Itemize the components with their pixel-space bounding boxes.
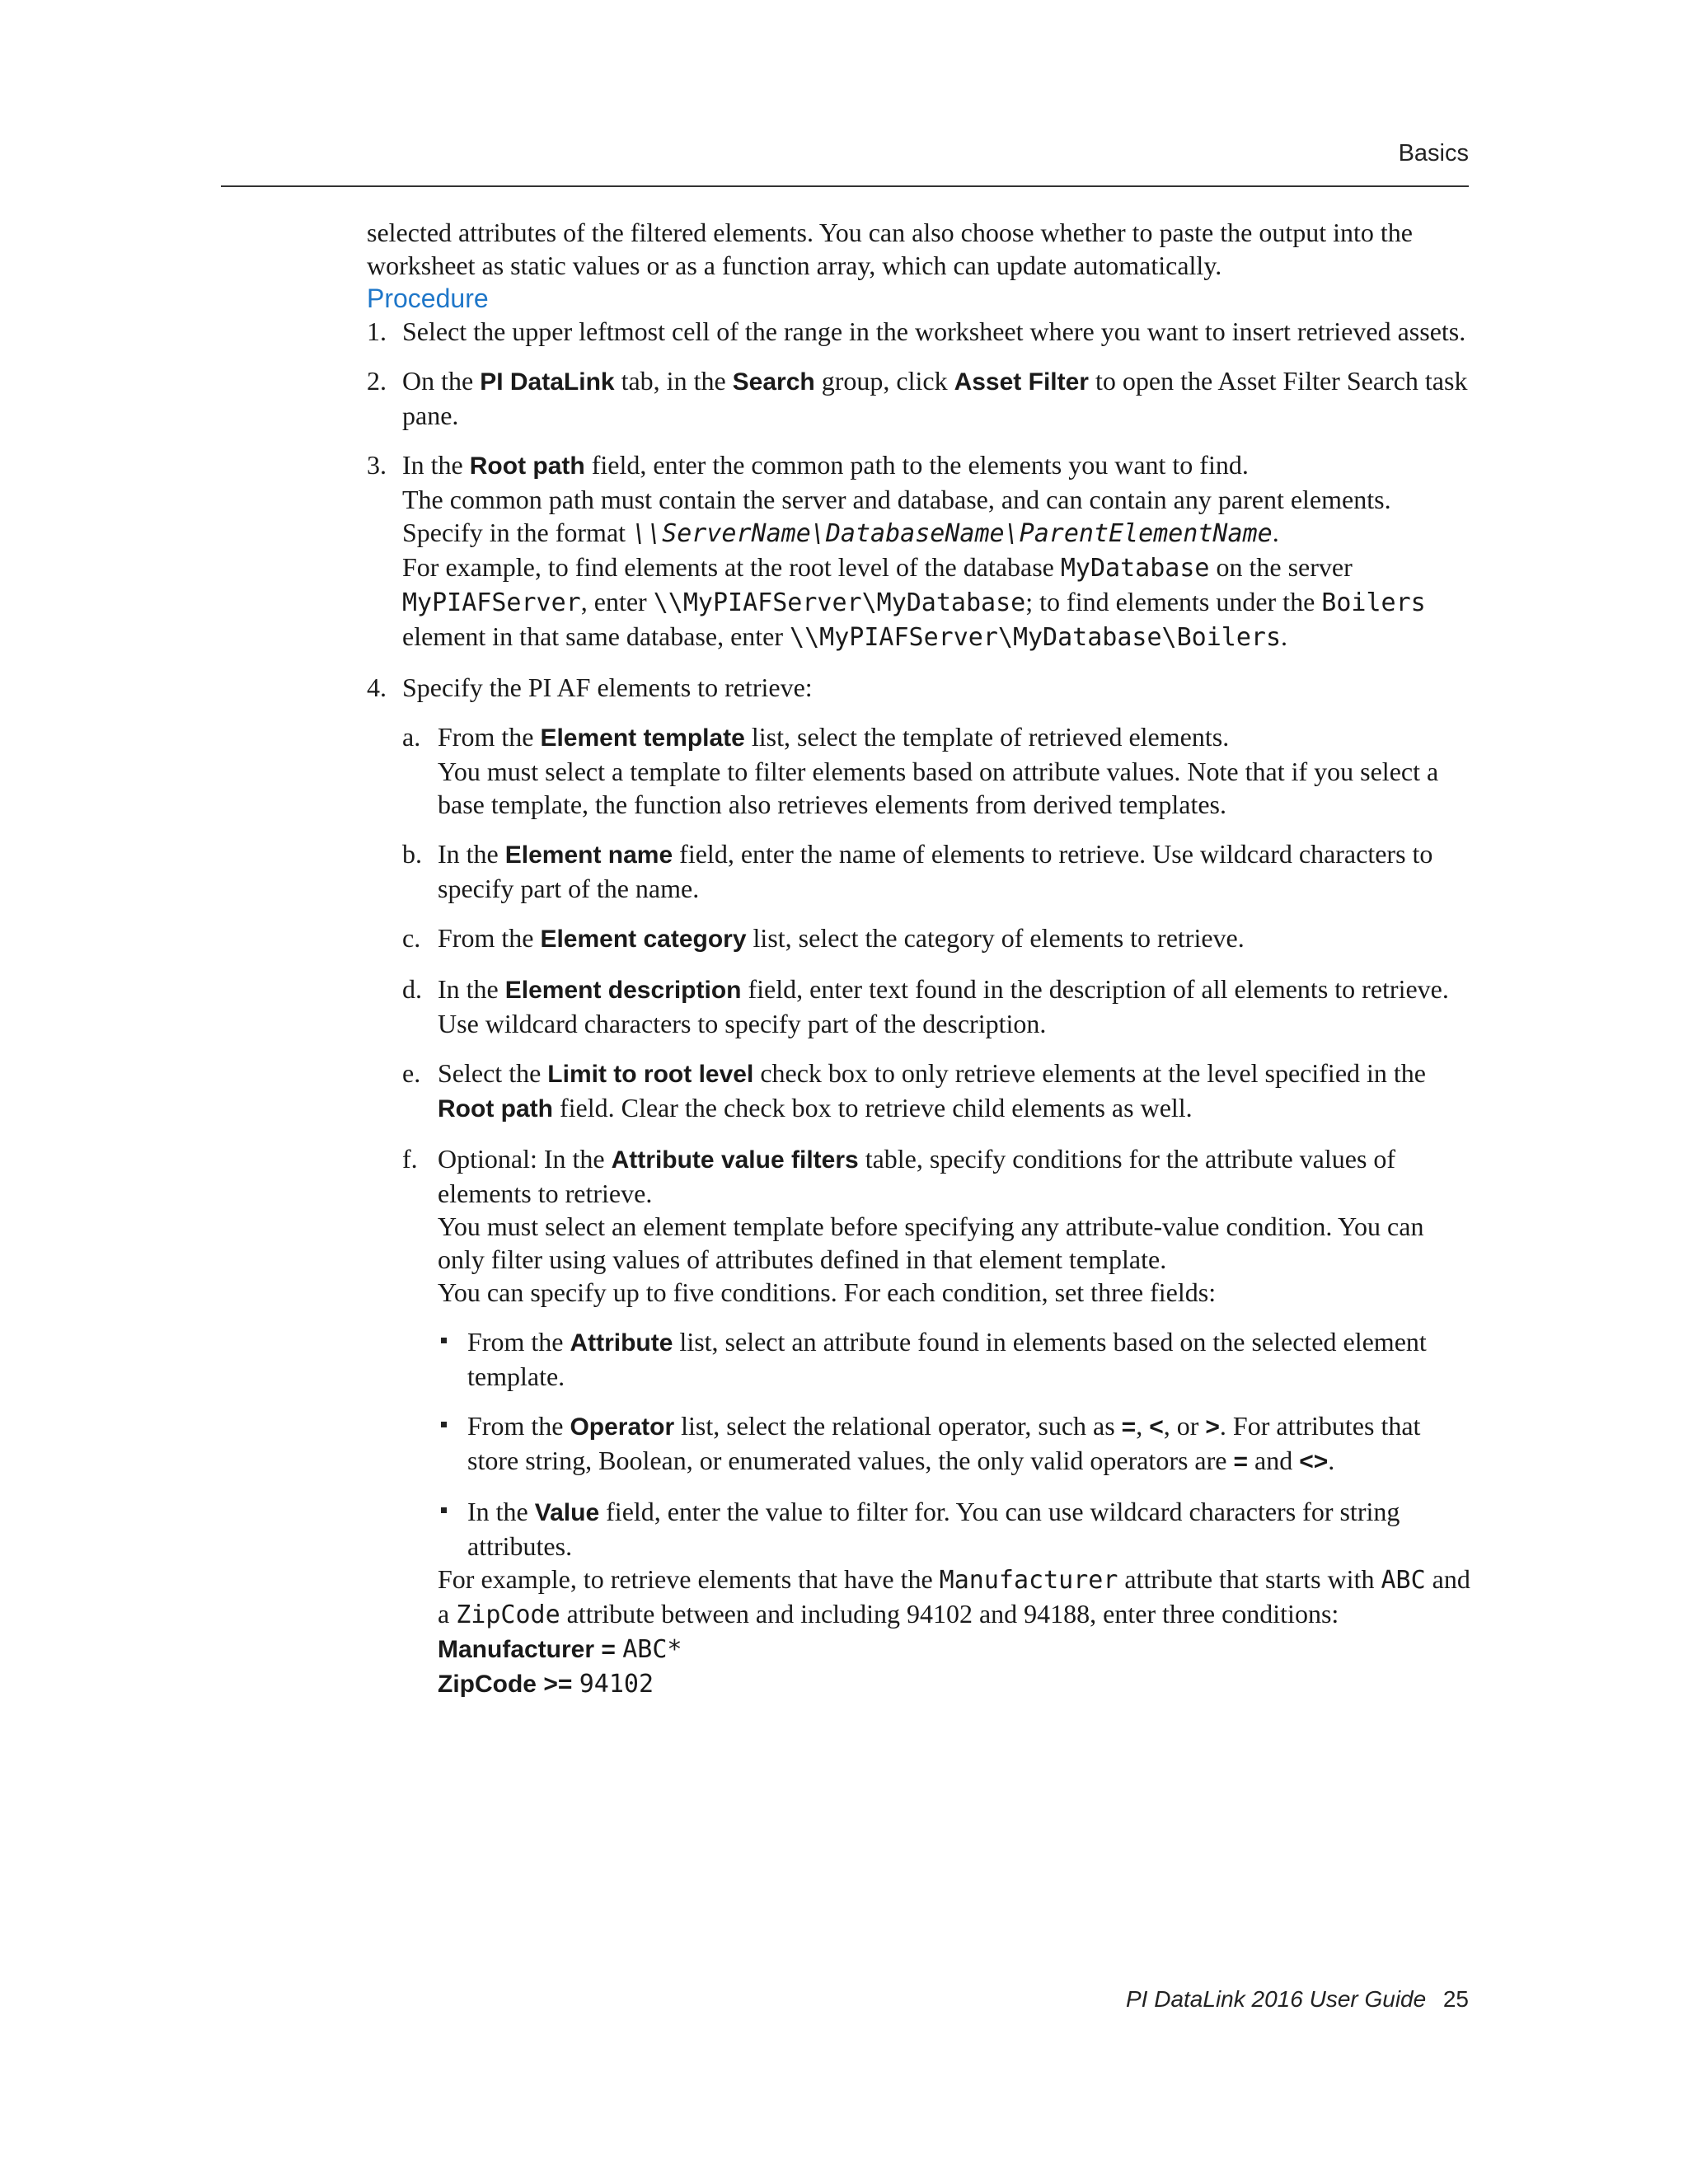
bullet-square-icon [441, 1507, 447, 1513]
condition-value: ABC* [622, 1635, 682, 1664]
condition-attribute: ZipCode [438, 1671, 537, 1698]
bullet-item [438, 1325, 1471, 1393]
substep-letter: f. [402, 1144, 418, 1174]
bullet-square-icon [441, 1422, 447, 1427]
ui-term: Attribute value filters [611, 1146, 859, 1174]
step-number: 2. [367, 366, 387, 396]
step-3 [367, 448, 1471, 654]
condition-operator: = [594, 1636, 623, 1663]
substep-text: Optional: In the Attribute value filters table, specify conditions for the attribute values of elements to retrieve. [438, 1144, 1396, 1208]
ui-term: Element name [504, 841, 673, 869]
footer-doc-title: PI DataLink 2016 User Guide [1126, 1986, 1427, 2012]
code-term: \\MyPIAFServer\MyDatabase\Boilers [790, 623, 1282, 652]
operator: > [1205, 1413, 1220, 1441]
bullet-text: From the Operator list, select the relational operator, such as =, <, or >. For attributes that store string, Boolean, or enumerated values, the only valid operators are = and <>. [467, 1411, 1421, 1475]
substep-letter: c. [402, 923, 421, 953]
substep-e [402, 1057, 1471, 1126]
ui-term: PI DataLink [480, 368, 615, 396]
condition-2 [438, 1666, 1471, 1701]
substep-text: From the Element category list, select the category of elements to retrieve. [438, 923, 1245, 953]
code-term: MyDatabase [1060, 554, 1210, 583]
substep-letter: a. [402, 722, 421, 752]
example-paragraph: For example, to retrieve elements that have the Manufacturer attribute that starts with ABC and a ZipCode attribute between and including 94102 and 94188, enter three conditions: [438, 1564, 1470, 1629]
code-path: \\ServerName\DatabaseName\ParentElementName [632, 519, 1273, 548]
step-text: Select the upper leftmost cell of the range in the worksheet where you want to insert retrieved assets. [402, 316, 1466, 346]
code-term: \\MyPIAFServer\MyDatabase [653, 588, 1026, 617]
substep-text: Select the Limit to root level check box to only retrieve elements at the level specified in the Root path field. Clear the check box to retrieve child elements as well. [438, 1058, 1426, 1122]
condition-1 [438, 1632, 1471, 1666]
substep-letter: b. [402, 839, 422, 869]
substep-text: In the Element description field, enter text found in the description of all elements to retrieve. Use wildcard characters to specify part of the description. [438, 974, 1449, 1038]
ui-term: Search [732, 368, 815, 396]
step-example: For example, to find elements at the root level of the database MyDatabase on the server MyPIAFServer, enter \\MyPIAFServer\MyDatabase; to find elements under the Boilers element in that same database, enter \\MyPIAFServer\MyDatabase\Boilers. [402, 552, 1426, 652]
code-term: ZipCode [456, 1601, 560, 1629]
code-term: Manufacturer [939, 1566, 1118, 1595]
page-body [367, 216, 1471, 1718]
procedure-heading: Procedure [367, 284, 489, 313]
substep-note: You must select an element template before specifying any attribute-value condition. You can only filter using values of attributes defined in that element template. [438, 1212, 1424, 1274]
step-number: 1. [367, 316, 387, 346]
substep-note: You must select a template to filter elements based on attribute values. Note that if you select a base template, the function also retrieves elements from derived templates. [438, 757, 1439, 819]
substep-b [402, 837, 1471, 905]
condition-value: 94102 [579, 1670, 654, 1699]
code-term: MyPIAFServer [402, 588, 581, 617]
ui-term: Root path [438, 1095, 553, 1122]
step-2 [367, 364, 1471, 432]
ui-term: Element description [504, 977, 742, 1004]
bullet-square-icon [441, 1338, 447, 1343]
ui-term: Operator [570, 1413, 675, 1441]
bullet-item [438, 1409, 1471, 1479]
ui-term: Value [534, 1499, 600, 1526]
operator: = [1233, 1448, 1249, 1475]
operator: = [1121, 1413, 1137, 1441]
running-header: Basics [1398, 140, 1469, 166]
ui-term: Limit to root level [547, 1061, 754, 1088]
code-term: Boilers [1321, 588, 1426, 617]
step-note: The common path must contain the server and database, and can contain any parent elements. Specify in the format \\ServerName\DatabaseName\ParentElementName. [402, 485, 1391, 548]
step-text: On the PI DataLink tab, in the Search group, click Asset Filter to open the Asset Filter Search task pane. [402, 366, 1468, 430]
substep-f [402, 1142, 1471, 1701]
step-4 [367, 671, 1471, 1701]
substep-letter: d. [402, 974, 422, 1004]
ui-term: Attribute [570, 1329, 673, 1357]
step-number: 3. [367, 450, 387, 480]
substep-d [402, 972, 1471, 1040]
header-rule [221, 185, 1469, 187]
ui-term: Element category [540, 926, 747, 953]
ui-term: Asset Filter [954, 368, 1089, 396]
operator: < [1149, 1413, 1164, 1441]
bullet-text: From the Attribute list, select an attribute found in elements based on the selected element template. [467, 1327, 1427, 1391]
intro-paragraph: selected attributes of the filtered elements. You can also choose whether to paste the output into the worksheet as static values or as a function array, which can update automatically. [367, 218, 1413, 280]
bullet-text: In the Value field, enter the value to filter for. You can use wildcard characters for string attributes. [467, 1497, 1400, 1561]
bullet-item [438, 1495, 1471, 1563]
substep-text: From the Element template list, select the template of retrieved elements. [438, 722, 1230, 752]
substep-note: You can specify up to five conditions. For each condition, set three fields: [438, 1277, 1217, 1307]
substep-a [402, 720, 1471, 821]
condition-attribute: Manufacturer [438, 1636, 595, 1663]
substep-text: In the Element name field, enter the name of elements to retrieve. Use wildcard characters to specify part of the name. [438, 839, 1433, 903]
condition-operator: >= [537, 1671, 579, 1698]
operator: <> [1299, 1448, 1329, 1475]
substep-letter: e. [402, 1058, 421, 1088]
step-text: In the Root path field, enter the common path to the elements you want to find. [402, 450, 1249, 480]
substep-c [402, 921, 1471, 956]
step-number: 4. [367, 673, 387, 702]
step-text: Specify the PI AF elements to retrieve: [402, 673, 813, 702]
ui-term: Element template [540, 724, 745, 752]
code-term: ABC [1381, 1566, 1426, 1595]
step-1 [367, 315, 1471, 348]
ui-term: Root path [469, 452, 585, 480]
page-number: 25 [1442, 1986, 1469, 2012]
